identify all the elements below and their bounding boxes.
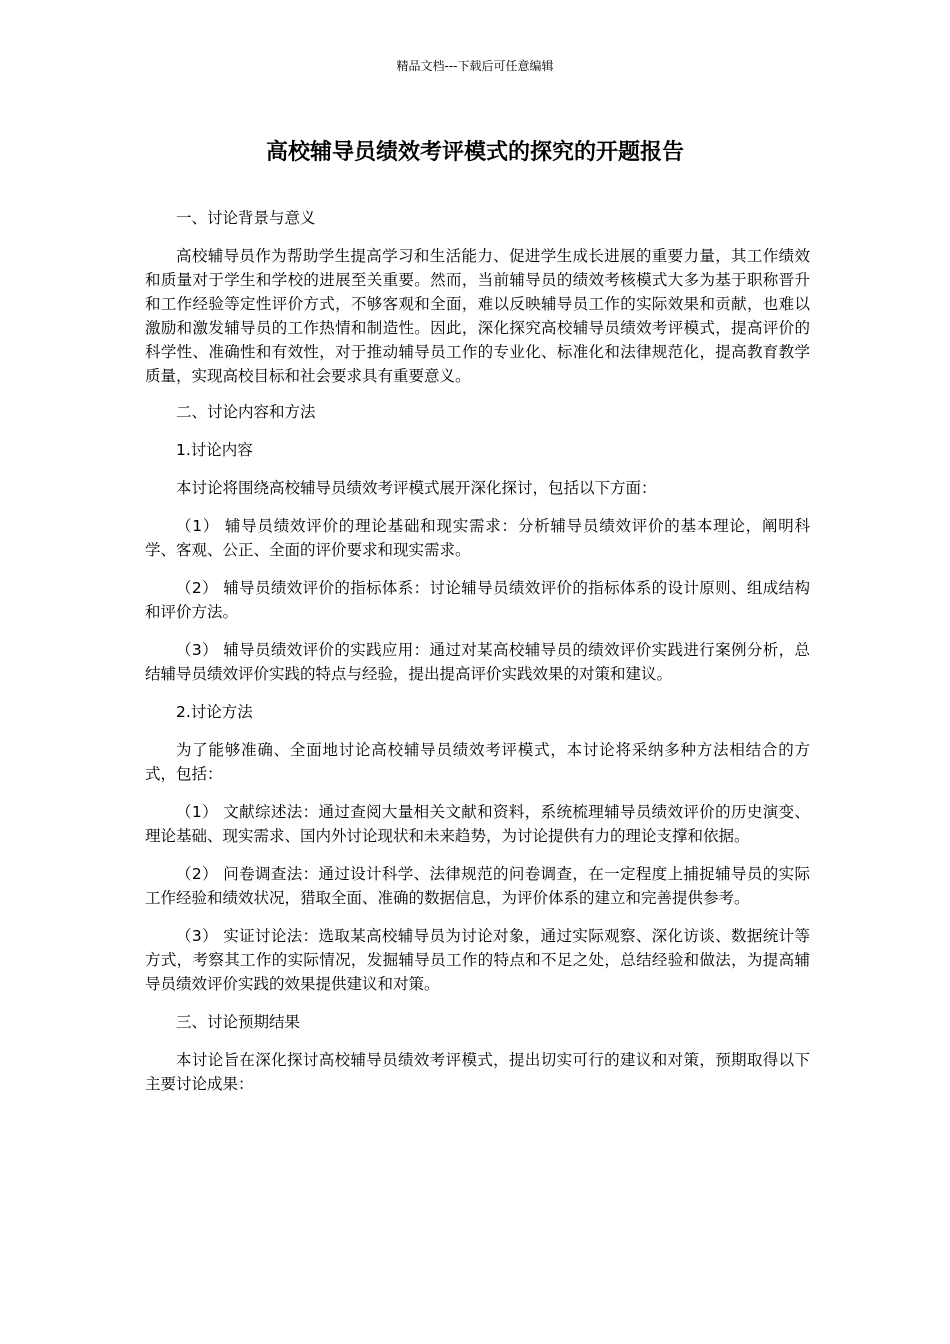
content-list-item: （3） 辅导员绩效评价的实践应用：通过对某高校辅导员的绩效评价实践进行案例分析，总结辅导员绩效评价实践的特点与经验，提出提高评价实践效果的对策和建议。 — [145, 641, 810, 683]
content-list-item: （1） 辅导员绩效评价的理论基础和现实需求：分析辅导员绩效评价的基本理论，阐明科学、客观、公正、全面的评价要求和现实需求。 — [145, 517, 810, 559]
methods-list-item: （3） 实证讨论法：选取某高校辅导员为讨论对象，通过实际观察、深化访谈、数据统计等方式，考察其工作的实际情况，发掘辅导员工作的特点和不足之处，总结经验和做法，为提高辅导员绩效评价实践的效果提供建议和对策。 — [145, 927, 810, 993]
content-intro-paragraph: 本讨论将围绕高校辅导员绩效考评模式展开深化探讨，包括以下方面： — [176, 479, 657, 497]
page-header: 精品文档---下载后可任意编辑 — [396, 59, 554, 73]
section-heading-background: 一、讨论背景与意义 — [176, 209, 316, 227]
content-list-item: （2） 辅导员绩效评价的指标体系：讨论辅导员绩效评价的指标体系的设计原则、组成结构和评价方法。 — [145, 579, 810, 621]
subsection-heading-methods: 2.讨论方法 — [176, 703, 253, 721]
methods-list-item: （1） 文献综述法：通过查阅大量相关文献和资料，系统梳理辅导员绩效评价的历史演变、理论基础、现实需求、国内外讨论现状和未来趋势，为讨论提供有力的理论支撑和依据。 — [145, 803, 810, 845]
expected-results-paragraph: 本讨论旨在深化探讨高校辅导员绩效考评模式，提出切实可行的建议和对策，预期取得以下主要讨论成果： — [145, 1051, 810, 1093]
section-heading-content-methods: 二、讨论内容和方法 — [176, 403, 316, 421]
section-heading-expected-results: 三、讨论预期结果 — [176, 1013, 301, 1031]
methods-intro-paragraph: 为了能够准确、全面地讨论高校辅导员绩效考评模式，本讨论将采纳多种方法相结合的方式，包括： — [145, 741, 810, 783]
document-body — [145, 206, 810, 1108]
subsection-heading-content: 1.讨论内容 — [176, 441, 253, 459]
background-paragraph: 高校辅导员作为帮助学生提高学习和生活能力、促进学生成长进展的重要力量，其工作绩效和质量对于学生和学校的进展至关重要。然而，当前辅导员的绩效考核模式大多为基于职称晋升和工作经验等定性评价方式，不够客观和全面，难以反映辅导员工作的实际效果和贡献，也难以激励和激发辅导员的工作热情和制造性。因此，深化探究高校辅导员绩效考评模式，提高评价的科学性、准确性和有效性，对于推动辅导员工作的专业化、标准化和法律规范化，提高教育教学质量，实现高校目标和社会要求具有重要意义。 — [145, 247, 810, 385]
methods-list-item: （2） 问卷调查法：通过设计科学、法律规范的问卷调查，在一定程度上捕捉辅导员的实际工作经验和绩效状况，猎取全面、准确的数据信息，为评价体系的建立和完善提供参考。 — [145, 865, 810, 907]
document-title: 高校辅导员绩效考评模式的探究的开题报告 — [265, 140, 684, 165]
